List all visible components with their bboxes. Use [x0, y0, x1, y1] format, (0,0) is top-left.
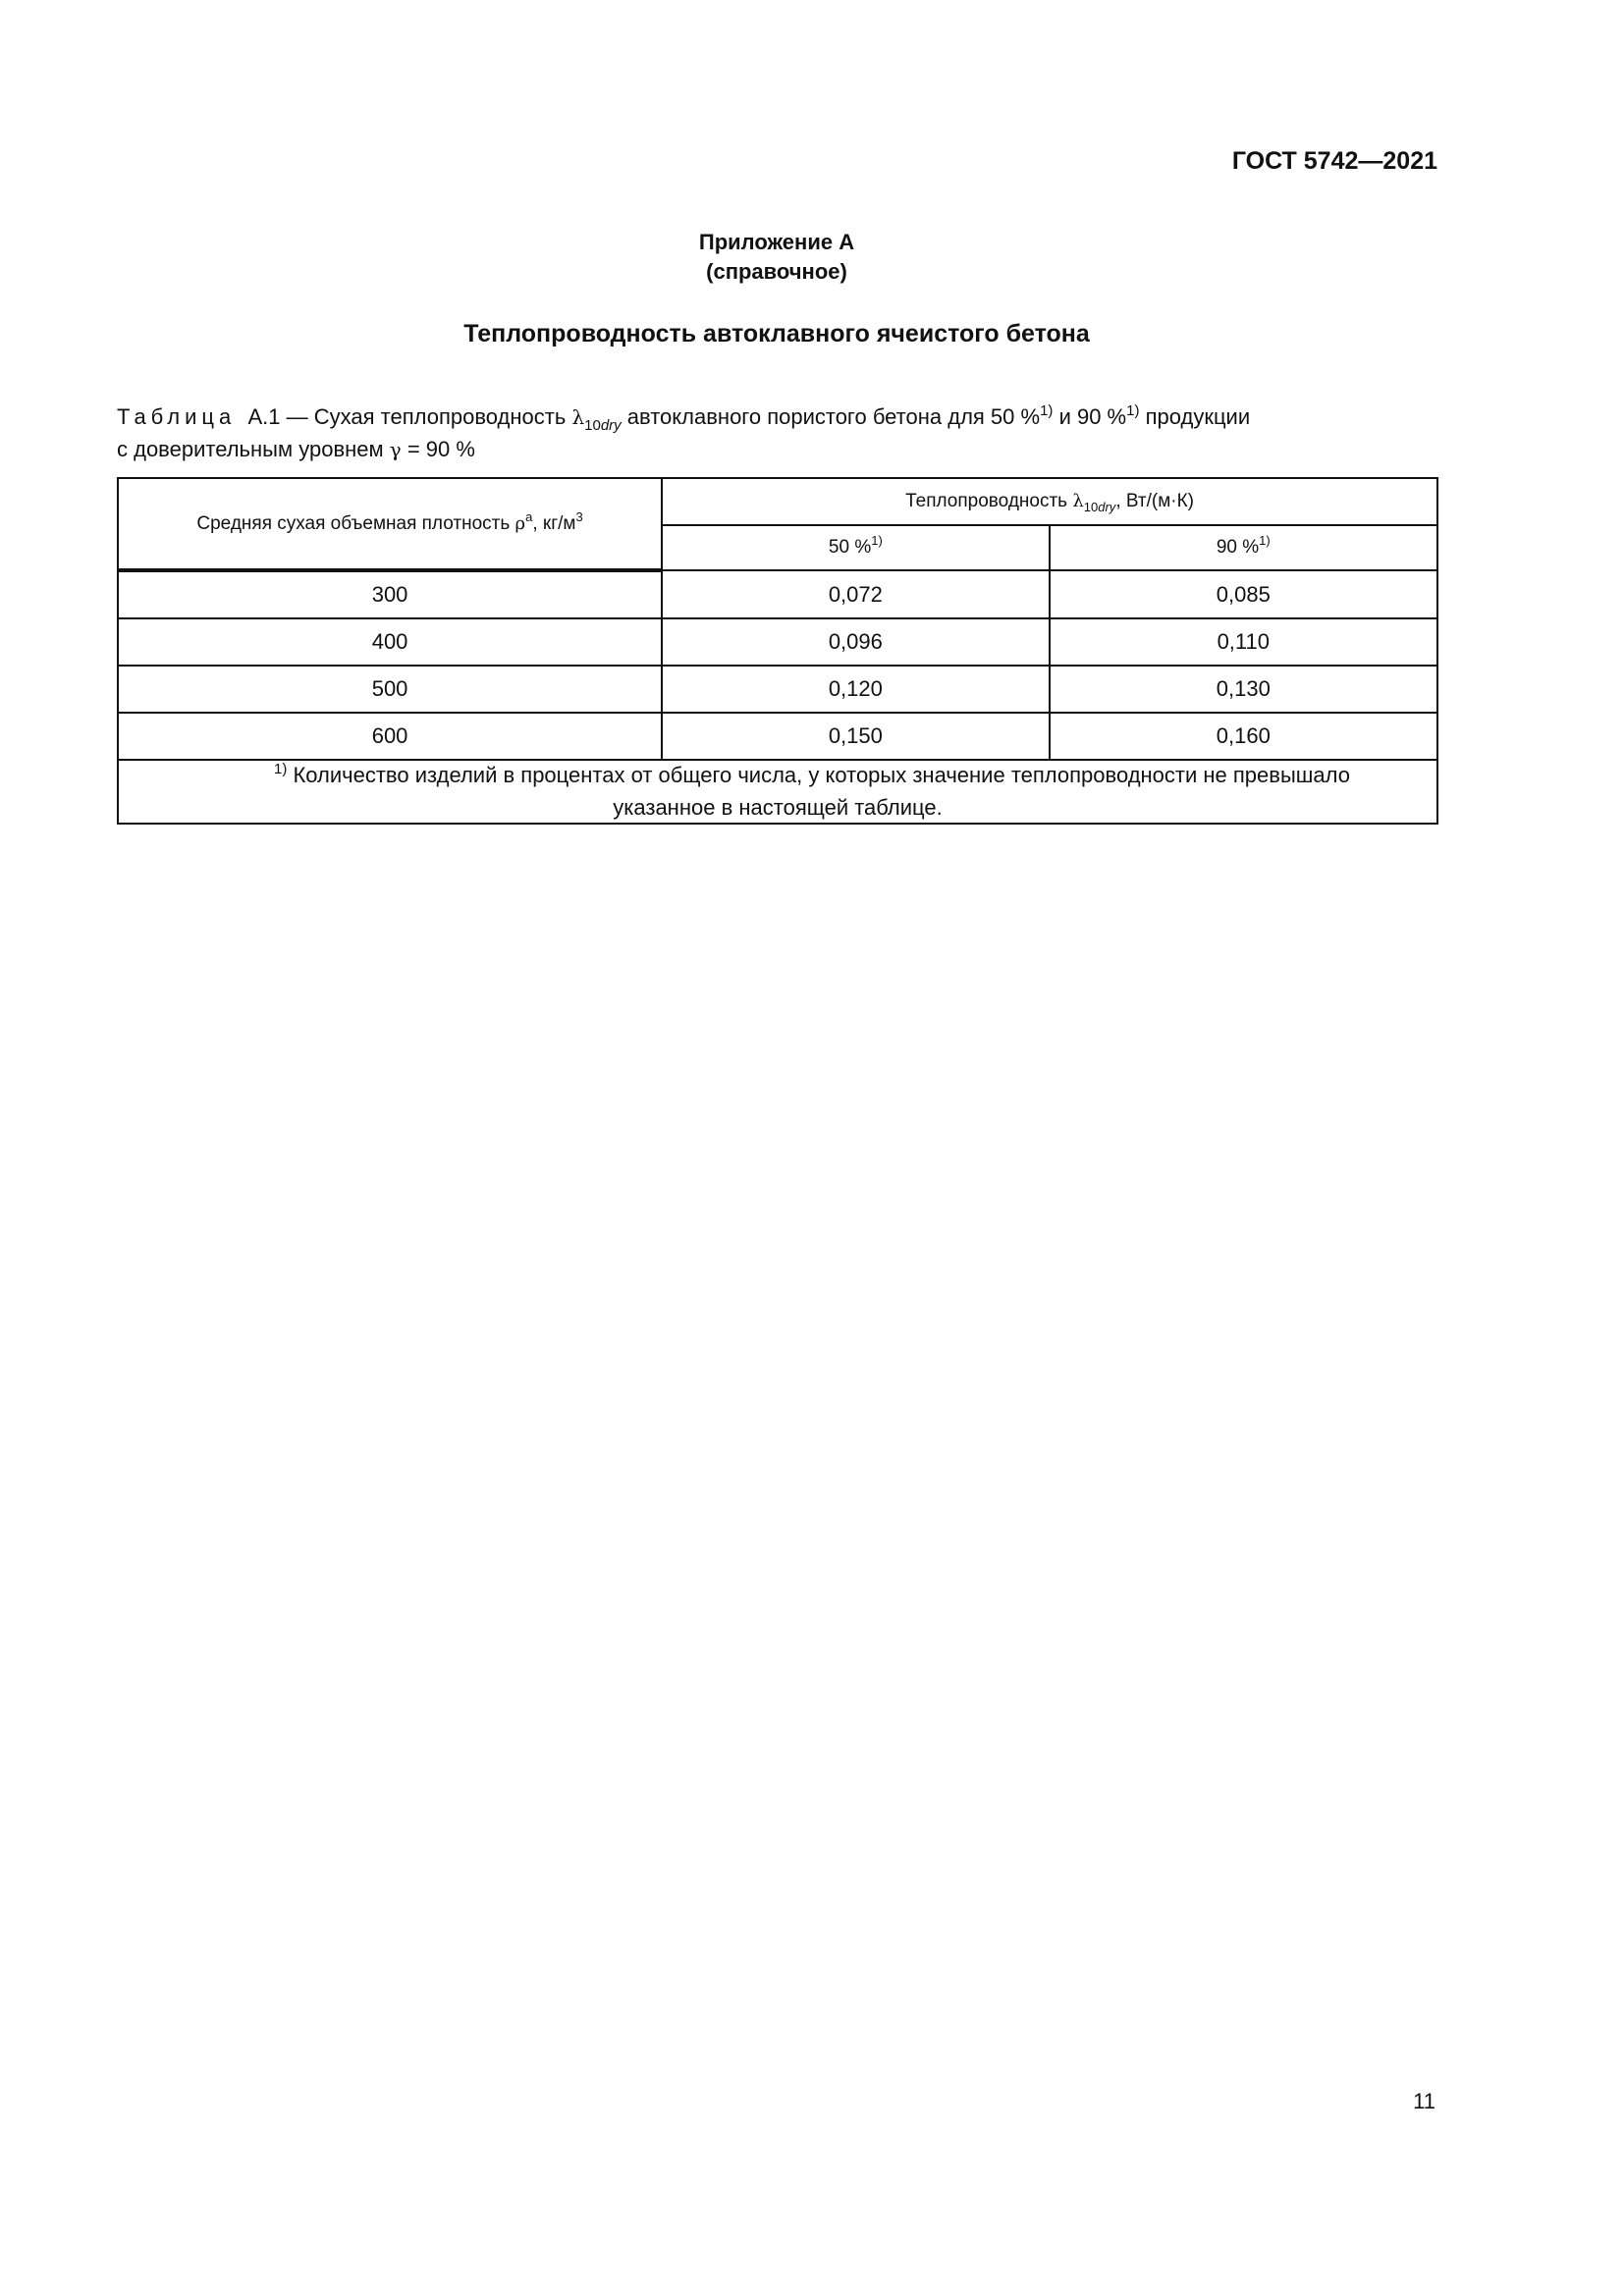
header-conductivity-unit: , Вт/(м·К) — [1115, 491, 1195, 511]
rho-symbol: ρ — [514, 512, 526, 534]
caption-line-2 — [117, 435, 1437, 464]
header-90-percent — [1050, 525, 1437, 570]
caption-footnote-ref-1: 1) — [1040, 402, 1054, 419]
table-row — [118, 666, 1437, 713]
header-density — [118, 478, 662, 570]
cell-density: 300 — [118, 570, 662, 618]
cell-90: 0,160 — [1050, 713, 1437, 760]
header-density-unit-sup: 3 — [575, 508, 583, 524]
caption-line-2-end: = 90 % — [406, 437, 475, 461]
cell-90: 0,110 — [1050, 618, 1437, 666]
header-90-sup: 1) — [1259, 533, 1271, 548]
caption-text-2: автоклавного пористого бетона для 50 % — [626, 404, 1041, 429]
gamma-symbol: γ — [389, 438, 402, 461]
footnote-mark: 1) — [274, 761, 288, 777]
table-row — [118, 713, 1437, 760]
annex-title: Приложение А — [698, 230, 855, 254]
cell-90: 0,085 — [1050, 570, 1437, 618]
header-50-sup: 1) — [871, 533, 883, 548]
caption-number: А.1 — [247, 404, 281, 429]
cell-50: 0,150 — [662, 713, 1049, 760]
header-conductivity-text: Теплопроводность — [905, 491, 1068, 511]
lambda-subscript-dry: dry — [600, 417, 622, 434]
annex-heading — [0, 228, 1553, 287]
lambda-subscript — [584, 417, 622, 434]
header-density-text: Средняя сухая объемная плотность — [196, 512, 511, 534]
cell-density: 500 — [118, 666, 662, 713]
table-caption — [117, 402, 1437, 464]
table-row — [118, 570, 1437, 618]
cell-50: 0,120 — [662, 666, 1049, 713]
caption-text-3: и 90 % — [1058, 404, 1127, 429]
caption-footnote-ref-2: 1) — [1126, 402, 1140, 419]
header-lambda-subscript-dry: dry — [1098, 500, 1116, 514]
cell-90: 0,130 — [1050, 666, 1437, 713]
footnote-text: Количество изделий в процентах от общего числа, у которых значение теплопроводности не превышало — [293, 763, 1350, 787]
table-footnote — [118, 760, 1437, 824]
table-row — [118, 618, 1437, 666]
annex-status: (справочное) — [706, 259, 847, 284]
header-conductivity — [662, 478, 1437, 525]
rho-superscript: a — [525, 508, 533, 524]
header-lambda-subscript-num: 10 — [1083, 500, 1099, 514]
header-lambda-symbol: λ — [1072, 491, 1084, 511]
caption-text-4: продукции — [1145, 404, 1251, 429]
header-50-label: 50 % — [828, 537, 872, 558]
standard-code: ГОСТ 5742—2021 — [1231, 147, 1437, 175]
footnote-line-1 — [119, 761, 1436, 793]
caption-text-1: — Сухая теплопроводность — [286, 404, 567, 429]
caption-label: Таблица — [117, 404, 237, 429]
header-90-label: 90 % — [1216, 537, 1260, 558]
header-50-percent — [662, 525, 1049, 570]
cell-density: 400 — [118, 618, 662, 666]
cell-50: 0,096 — [662, 618, 1049, 666]
header-lambda-subscript — [1084, 500, 1116, 514]
section-title: Теплопроводность автоклавного ячеистого бетона — [463, 320, 1090, 347]
cell-density: 600 — [118, 713, 662, 760]
footnote-line-2: указанное в настоящей таблице. — [613, 795, 943, 820]
page-number: 11 — [1413, 2089, 1435, 2113]
caption-line-2-text: с доверительным уровнем — [117, 437, 384, 461]
lambda-subscript-num: 10 — [584, 417, 601, 434]
lambda-symbol: λ — [571, 405, 585, 429]
cell-50: 0,072 — [662, 570, 1049, 618]
header-density-unit: , кг/м — [532, 512, 576, 534]
conductivity-table — [117, 477, 1438, 825]
